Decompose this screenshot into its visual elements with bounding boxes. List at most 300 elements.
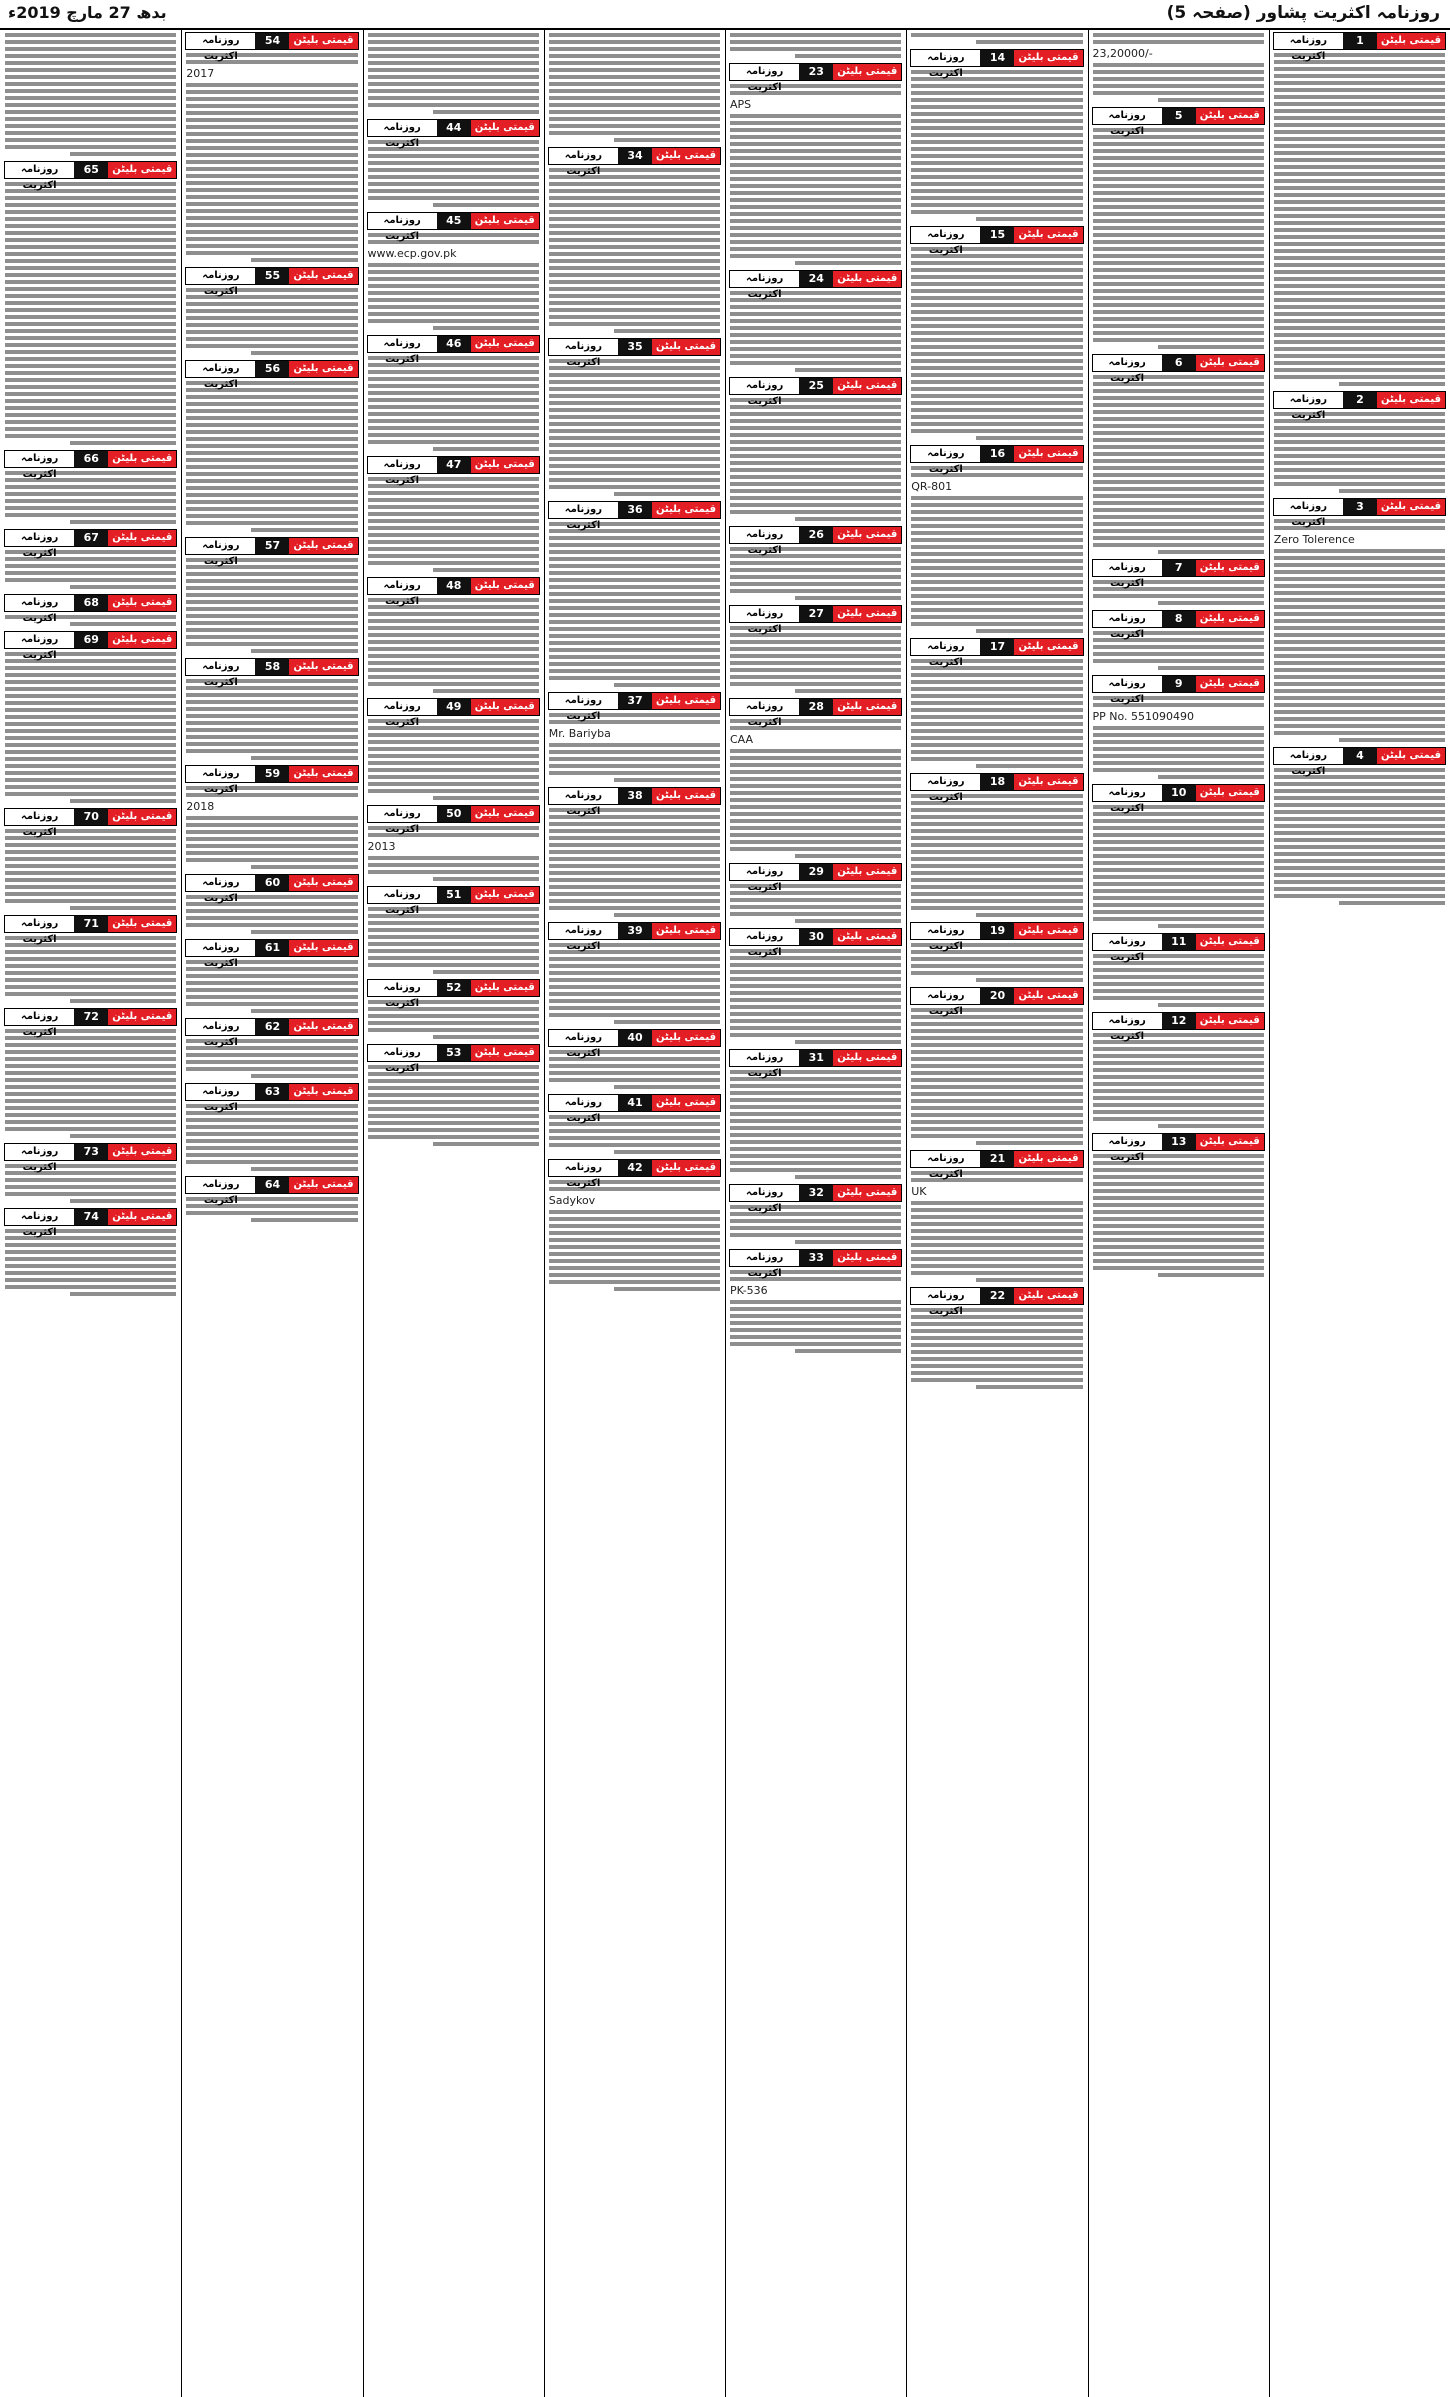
text-line bbox=[549, 485, 720, 489]
text-line bbox=[911, 971, 1082, 975]
text-line bbox=[5, 145, 176, 149]
text-line bbox=[911, 112, 1082, 116]
text-line bbox=[5, 399, 176, 403]
text-line bbox=[1093, 861, 1264, 865]
text-line bbox=[911, 1078, 1082, 1082]
tag-number: 48 bbox=[437, 578, 471, 594]
news-item bbox=[548, 30, 721, 145]
text-line bbox=[368, 412, 539, 416]
tag-number: 36 bbox=[618, 502, 652, 518]
text-line bbox=[549, 543, 720, 547]
text-line bbox=[368, 647, 539, 651]
news-item bbox=[910, 1148, 1083, 1285]
text-line bbox=[1274, 74, 1445, 78]
text-line bbox=[368, 675, 539, 679]
news-item-tag bbox=[1092, 675, 1265, 705]
text-line bbox=[1093, 289, 1264, 293]
tag-number: 28 bbox=[799, 699, 833, 715]
text-line bbox=[549, 899, 720, 903]
text-line bbox=[433, 203, 539, 207]
text-line bbox=[5, 294, 176, 298]
text-line bbox=[1093, 219, 1264, 223]
text-line bbox=[70, 520, 176, 524]
text-line bbox=[730, 805, 901, 809]
text-line bbox=[368, 761, 539, 765]
text-line bbox=[186, 916, 357, 920]
tag-number: 15 bbox=[980, 227, 1014, 243]
text-line bbox=[186, 244, 357, 248]
text-line bbox=[730, 582, 901, 586]
news-item-tag bbox=[1273, 498, 1446, 528]
text-line bbox=[1274, 703, 1445, 707]
text-line bbox=[5, 1043, 176, 1047]
news-item bbox=[729, 61, 902, 268]
text-line bbox=[186, 923, 357, 927]
news-item-tag bbox=[1092, 559, 1265, 589]
text-line bbox=[368, 82, 539, 86]
text-line bbox=[549, 1259, 720, 1263]
text-line bbox=[1093, 338, 1264, 342]
text-line bbox=[186, 486, 357, 490]
text-line bbox=[614, 1085, 720, 1089]
text-line bbox=[1093, 254, 1264, 258]
news-item bbox=[548, 1027, 721, 1092]
news-item-body bbox=[548, 168, 721, 333]
tag-newspaper-label: روزنامہ اکثریت bbox=[186, 875, 255, 891]
text-line bbox=[5, 371, 176, 375]
text-line bbox=[1093, 522, 1264, 526]
text-line bbox=[730, 998, 901, 1002]
text-line bbox=[549, 294, 720, 298]
text-line bbox=[911, 154, 1082, 158]
news-item bbox=[729, 1047, 902, 1182]
text-line bbox=[549, 443, 720, 447]
text-line bbox=[549, 68, 720, 72]
text-line bbox=[911, 510, 1082, 514]
text-line bbox=[549, 124, 720, 128]
text-line bbox=[5, 513, 176, 517]
news-item-body bbox=[548, 943, 721, 1024]
text-line bbox=[1274, 647, 1445, 651]
text-line bbox=[1274, 838, 1445, 842]
text-line bbox=[368, 440, 539, 444]
tag-brand-label: قیمتی بلیٹن bbox=[1377, 499, 1445, 515]
text-line bbox=[911, 394, 1082, 398]
text-line bbox=[911, 203, 1082, 207]
tag-newspaper-label: روزنامہ اکثریت bbox=[186, 766, 255, 782]
text-line bbox=[1274, 605, 1445, 609]
news-item bbox=[1092, 782, 1265, 931]
news-item-body bbox=[1273, 519, 1446, 742]
tag-newspaper-label: روزنامہ اکثریت bbox=[1274, 499, 1343, 515]
text-line bbox=[730, 40, 901, 44]
text-line bbox=[1093, 303, 1264, 307]
text-line bbox=[614, 778, 720, 782]
text-line bbox=[5, 40, 176, 44]
text-line bbox=[1093, 1096, 1264, 1100]
inline-latin-text: Mr. Bariyba bbox=[548, 727, 611, 740]
text-line bbox=[549, 906, 720, 910]
tag-newspaper-label: روزنامہ اکثریت bbox=[5, 632, 74, 648]
tag-newspaper-label: روزنامہ اکثریت bbox=[1093, 785, 1162, 801]
text-line bbox=[911, 722, 1082, 726]
text-line bbox=[1274, 137, 1445, 141]
text-line bbox=[976, 1278, 1082, 1282]
text-line bbox=[1093, 882, 1264, 886]
news-item bbox=[1092, 352, 1265, 557]
news-item-tag bbox=[185, 939, 358, 969]
news-item-body bbox=[1092, 33, 1265, 102]
text-line bbox=[5, 245, 176, 249]
news-item bbox=[910, 443, 1083, 636]
text-line bbox=[5, 715, 176, 719]
text-line bbox=[1093, 410, 1264, 414]
text-line bbox=[1093, 331, 1264, 335]
news-item bbox=[729, 1182, 902, 1247]
text-line bbox=[730, 970, 901, 974]
text-line bbox=[911, 98, 1082, 102]
news-item bbox=[548, 920, 721, 1027]
text-line bbox=[368, 949, 539, 953]
tag-newspaper-label: روزنامہ اکثریت bbox=[1093, 676, 1162, 692]
news-item-body bbox=[1092, 696, 1265, 779]
text-line bbox=[730, 219, 901, 223]
text-line bbox=[5, 68, 176, 72]
text-line bbox=[911, 33, 1082, 37]
news-item bbox=[1092, 673, 1265, 782]
text-line bbox=[1274, 312, 1445, 316]
text-line bbox=[795, 261, 901, 265]
text-line bbox=[186, 1153, 357, 1157]
text-line bbox=[549, 641, 720, 645]
text-line bbox=[1274, 109, 1445, 113]
tag-newspaper-label: روزنامہ اکثریت bbox=[368, 980, 437, 996]
tag-newspaper-label: روزنامہ اکثریت bbox=[1274, 748, 1343, 764]
news-item-tag bbox=[367, 577, 540, 607]
text-line bbox=[368, 789, 539, 793]
tag-newspaper-label: روزنامہ اکثریت bbox=[368, 336, 437, 352]
text-line bbox=[1093, 501, 1264, 505]
text-line bbox=[911, 743, 1082, 747]
text-line bbox=[186, 202, 357, 206]
text-line bbox=[70, 152, 176, 156]
news-item-body bbox=[1092, 375, 1265, 554]
news-item bbox=[1273, 496, 1446, 745]
news-item-tag bbox=[367, 335, 540, 365]
text-line bbox=[5, 1250, 176, 1254]
tag-number: 12 bbox=[1162, 1013, 1196, 1029]
tag-brand-label: قیمتی بلیٹن bbox=[652, 1160, 720, 1176]
text-line bbox=[5, 1099, 176, 1103]
text-line bbox=[730, 156, 901, 160]
text-line bbox=[5, 315, 176, 319]
text-line bbox=[1093, 875, 1264, 879]
text-line bbox=[549, 394, 720, 398]
text-line bbox=[1274, 668, 1445, 672]
text-line bbox=[911, 1036, 1082, 1040]
text-line bbox=[549, 471, 720, 475]
text-line bbox=[1274, 731, 1445, 735]
news-item-tag bbox=[1092, 1133, 1265, 1163]
news-item bbox=[185, 656, 358, 763]
tag-brand-label: قیمتی بلیٹن bbox=[1196, 1134, 1264, 1150]
tag-number: 69 bbox=[74, 632, 108, 648]
tag-number: 27 bbox=[799, 606, 833, 622]
text-line bbox=[911, 601, 1082, 605]
tag-newspaper-label: روزنامہ اکثریت bbox=[368, 1045, 437, 1061]
news-item bbox=[729, 926, 902, 1047]
news-item-tag bbox=[548, 922, 721, 952]
tag-number: 4 bbox=[1343, 748, 1377, 764]
text-line bbox=[251, 1218, 357, 1222]
tag-newspaper-label: روزنامہ اکثریت bbox=[911, 50, 980, 66]
news-item-tag bbox=[729, 63, 902, 93]
text-line bbox=[5, 138, 176, 142]
text-line bbox=[730, 319, 901, 323]
text-line bbox=[730, 647, 901, 651]
text-line bbox=[5, 499, 176, 503]
text-line bbox=[186, 416, 357, 420]
text-line bbox=[911, 715, 1082, 719]
text-line bbox=[5, 785, 176, 789]
text-line bbox=[5, 103, 176, 107]
text-line bbox=[1093, 1259, 1264, 1263]
text-line bbox=[549, 1245, 720, 1249]
text-line bbox=[730, 763, 901, 767]
text-line bbox=[549, 47, 720, 51]
text-line bbox=[5, 578, 176, 582]
text-line bbox=[549, 287, 720, 291]
inline-latin-text: 2018 bbox=[186, 800, 215, 813]
text-line bbox=[1093, 508, 1264, 512]
tag-brand-label: قیمتی بلیٹن bbox=[1014, 774, 1082, 790]
text-line bbox=[1274, 214, 1445, 218]
news-item bbox=[185, 1016, 358, 1081]
text-line bbox=[549, 373, 720, 377]
text-line bbox=[1093, 1266, 1264, 1270]
tag-newspaper-label: روزنامہ اکثریت bbox=[368, 578, 437, 594]
tag-newspaper-label: روزنامہ اکثریت bbox=[730, 527, 799, 543]
text-line bbox=[911, 1043, 1082, 1047]
text-line bbox=[5, 343, 176, 347]
text-line bbox=[1093, 733, 1264, 737]
text-line bbox=[368, 863, 539, 867]
news-item bbox=[729, 696, 902, 861]
tag-number: 30 bbox=[799, 929, 833, 945]
text-line bbox=[368, 870, 539, 874]
text-line bbox=[911, 105, 1082, 109]
text-line bbox=[1158, 550, 1264, 554]
text-line bbox=[5, 47, 176, 51]
text-line bbox=[911, 1201, 1082, 1205]
text-line bbox=[70, 906, 176, 910]
text-line bbox=[5, 694, 176, 698]
text-line bbox=[368, 398, 539, 402]
text-line bbox=[1274, 144, 1445, 148]
text-line bbox=[1274, 426, 1445, 430]
tag-newspaper-label: روزنامہ اکثریت bbox=[1093, 934, 1162, 950]
news-item bbox=[1092, 931, 1265, 1010]
news-item bbox=[4, 527, 177, 592]
news-item-tag bbox=[910, 638, 1083, 668]
text-line bbox=[5, 336, 176, 340]
tag-brand-label: قیمتی بلیٹن bbox=[108, 809, 176, 825]
news-item-body bbox=[910, 247, 1083, 440]
news-item bbox=[185, 763, 358, 872]
text-line bbox=[368, 928, 539, 932]
text-line bbox=[186, 409, 357, 413]
text-line bbox=[730, 826, 901, 830]
news-item bbox=[367, 977, 540, 1042]
text-line bbox=[368, 68, 539, 72]
news-item-body bbox=[910, 1008, 1083, 1145]
news-item bbox=[1092, 608, 1265, 673]
text-line bbox=[186, 395, 357, 399]
news-item-tag bbox=[185, 658, 358, 688]
text-line bbox=[1093, 847, 1264, 851]
text-line bbox=[5, 378, 176, 382]
tag-newspaper-label: روزنامہ اکثریت bbox=[1093, 1134, 1162, 1150]
tag-newspaper-label: روزنامہ اکثریت bbox=[186, 1019, 255, 1035]
news-item bbox=[910, 224, 1083, 443]
text-line bbox=[911, 1064, 1082, 1068]
tag-number: 72 bbox=[74, 1009, 108, 1025]
text-line bbox=[5, 701, 176, 705]
text-line bbox=[5, 287, 176, 291]
text-line bbox=[730, 661, 901, 665]
news-item bbox=[4, 1206, 177, 1299]
text-line bbox=[1093, 1203, 1264, 1207]
text-line bbox=[1093, 77, 1264, 81]
text-line bbox=[5, 54, 176, 58]
tag-newspaper-label: روزنامہ اکثریت bbox=[549, 148, 618, 164]
text-line bbox=[911, 1350, 1082, 1354]
news-item bbox=[548, 785, 721, 920]
text-line bbox=[1093, 438, 1264, 442]
text-line bbox=[368, 782, 539, 786]
text-line bbox=[5, 131, 176, 135]
tag-brand-label: قیمتی بلیٹن bbox=[108, 595, 176, 611]
text-line bbox=[911, 1099, 1082, 1103]
news-item-body bbox=[910, 1308, 1083, 1389]
text-line bbox=[433, 1035, 539, 1039]
text-line bbox=[976, 978, 1082, 982]
news-item-tag bbox=[4, 594, 177, 624]
text-line bbox=[1274, 626, 1445, 630]
text-line bbox=[186, 909, 357, 913]
text-line bbox=[549, 408, 720, 412]
text-line bbox=[1093, 487, 1264, 491]
tag-number: 42 bbox=[618, 1160, 652, 1176]
text-line bbox=[368, 89, 539, 93]
text-line bbox=[368, 612, 539, 616]
text-line bbox=[549, 964, 720, 968]
news-item-tag bbox=[548, 338, 721, 368]
text-line bbox=[730, 898, 901, 902]
text-line bbox=[1274, 326, 1445, 330]
text-line bbox=[730, 1133, 901, 1137]
text-line bbox=[911, 1208, 1082, 1212]
text-line bbox=[730, 675, 901, 679]
text-line bbox=[730, 426, 901, 430]
tag-number: 46 bbox=[437, 336, 471, 352]
text-line bbox=[614, 1020, 720, 1024]
tag-number: 19 bbox=[980, 923, 1014, 939]
text-line bbox=[368, 1135, 539, 1139]
news-item-body bbox=[185, 381, 358, 532]
text-line bbox=[911, 429, 1082, 433]
text-line bbox=[1093, 868, 1264, 872]
text-line bbox=[795, 854, 901, 858]
tag-brand-label: قیمتی بلیٹن bbox=[471, 1045, 539, 1061]
tag-number: 56 bbox=[255, 361, 289, 377]
text-line bbox=[368, 740, 539, 744]
text-line bbox=[549, 822, 720, 826]
text-line bbox=[5, 1085, 176, 1089]
news-item-body bbox=[185, 679, 358, 760]
text-line bbox=[911, 1222, 1082, 1226]
tag-brand-label: قیمتی بلیٹن bbox=[833, 378, 901, 394]
text-line bbox=[911, 296, 1082, 300]
news-item bbox=[910, 30, 1083, 47]
text-line bbox=[5, 750, 176, 754]
news-item-tag bbox=[1092, 354, 1265, 384]
tag-brand-label: قیمتی بلیٹن bbox=[1196, 934, 1264, 950]
text-line bbox=[1339, 489, 1445, 493]
text-line bbox=[5, 722, 176, 726]
text-line bbox=[186, 97, 357, 101]
text-line bbox=[549, 203, 720, 207]
tag-brand-label: قیمتی بلیٹن bbox=[1196, 611, 1264, 627]
text-line bbox=[911, 140, 1082, 144]
text-line bbox=[911, 573, 1082, 577]
text-line bbox=[911, 687, 1082, 691]
text-line bbox=[549, 992, 720, 996]
text-line bbox=[368, 775, 539, 779]
text-line bbox=[368, 103, 539, 107]
text-line bbox=[1093, 1075, 1264, 1079]
news-item-tag bbox=[1092, 107, 1265, 137]
text-line bbox=[1274, 291, 1445, 295]
news-item-body bbox=[367, 356, 540, 451]
text-line bbox=[186, 1002, 357, 1006]
text-line bbox=[5, 203, 176, 207]
news-item-body bbox=[910, 33, 1083, 44]
news-column bbox=[183, 30, 360, 2397]
text-line bbox=[5, 992, 176, 996]
text-line bbox=[1093, 975, 1264, 979]
text-line bbox=[730, 177, 901, 181]
text-line bbox=[70, 1292, 176, 1296]
text-line bbox=[911, 338, 1082, 342]
text-line bbox=[251, 351, 357, 355]
text-line bbox=[911, 289, 1082, 293]
text-line bbox=[1274, 866, 1445, 870]
text-line bbox=[186, 237, 357, 241]
text-line bbox=[730, 1019, 901, 1023]
text-line bbox=[911, 1120, 1082, 1124]
text-line bbox=[5, 224, 176, 228]
text-line bbox=[1274, 256, 1445, 260]
text-line bbox=[368, 319, 539, 323]
text-line bbox=[730, 1091, 901, 1095]
news-item bbox=[4, 159, 177, 448]
text-line bbox=[186, 458, 357, 462]
text-line bbox=[368, 668, 539, 672]
column-divider bbox=[181, 30, 182, 2397]
tag-number: 26 bbox=[799, 527, 833, 543]
text-line bbox=[549, 850, 720, 854]
